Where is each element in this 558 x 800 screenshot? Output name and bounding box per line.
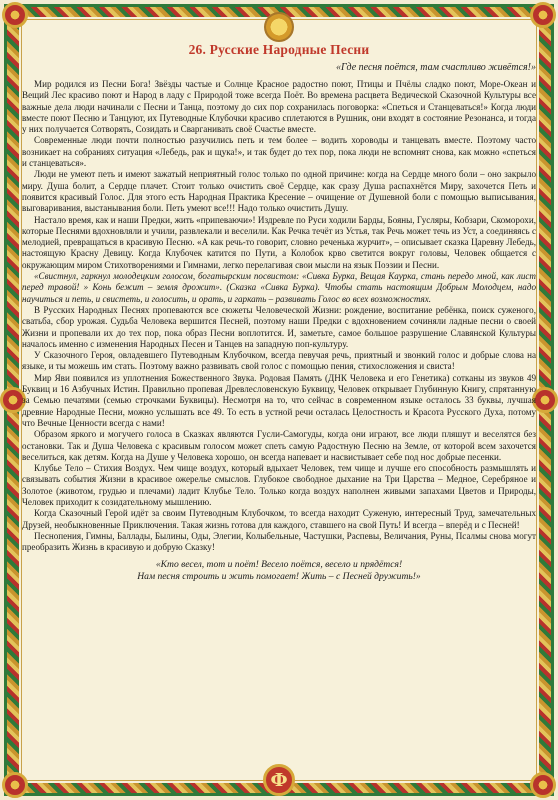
paragraph: Современные люди почти полностью разучились петь и тем более – водить хороводы и танцевать вместе. Поэтому часто возникает на собраниях ситуация «Лебедь, рак и щука!», и так будет до тех пор, пока люди не вспомнят снова, как можно «спеться и станцеваться». — [22, 135, 536, 169]
paragraph-quote: «Свистнул, гаркнул молодецким голосом, богатырским посвистом: «Сивка Бурка, Вещая Каурка, стань передо мной, как лист перед травой! » Конь бежит – земля дрожит». (Сказка «Сивка Бурка). Чтобы стать настоящим Добрым Молодцем, надо научиться и петь, и свистеть, и голосить, и орать, и гаркать – развивать Голос во всех возможностях. — [22, 271, 536, 304]
paragraph: Когда Сказочный Герой идёт за своим Путеводным Клубочком, то всегда находит Суженую, интересный Труд, замечательных Друзей, необыкновенные Приключения. Такая жизнь готова для каждого, ставшего на свой Путь! И всегда – вперёд и с Песней! — [22, 508, 536, 530]
closing-line: Нам песня строить и жить помогает! Жить – с Песней дружить!» — [137, 571, 421, 583]
page-content — [22, 42, 536, 762]
sun-face-icon — [264, 12, 294, 42]
paragraph: Мир родился из Песни Бога! Звёзды частые и Солнце Красное радостно поют, Птицы и Пчёлы сладко поют, Море-Океан и Вещий Лес красиво поют и Народ в ладу с Природой тоже всегда Поёт. Во времена расцвета Ведической Сказочной Культуры все важные дела люди начинали с Песни и Танца, поэтому до сих пор сохранилась поговорка: «Спеться и Станцеваться!» Когда люди вместе поют Песню и Танцуют, их Путеводные Клубочки красиво сплетаются в Рушник, они входят в состояние Резонанса, и тогда у них получается Сотворять, Созидать и Сварганивать своё Счастье вместе. — [22, 79, 536, 135]
epigraph: «Где песня поётся, там счастливо живётся!» — [336, 62, 536, 73]
corner-medallion-icon — [530, 772, 556, 798]
paragraph: У Сказочного Героя, овладевшего Путеводным Клубочком, всегда певучая речь, приятный и звонкий голос и добрые слова на языке, и ты можешь им стать. Поэтому важно развивать свой голос с помощью пения, стихосложения и свиста! — [22, 350, 536, 372]
phi-emblem-icon: Ф — [263, 764, 295, 796]
paragraph: В Русских Народных Песнях пропеваются все сюжеты Человеческой Жизни: рождение, воспитание ребёнка, поиск суженого, сватьба, сбор урожая. Судьба Человека вершится Песней, поэтому наши Предки с вдохновением сочиняли ладные песни о своей Жизни и пропевали их до тех пор, пока образ Песни воплотится. И, заметьте, самое большое разрушение Славянской Культуры началось именно с изменения Народных Песен и Танцев на западную поп-культуру. — [22, 304, 536, 349]
paragraph: Настало время, как и наши Предки, жить «припеваючи»! Издревле по Руси ходили Барды, Бояны, Гусляры, Кобзари, Скоморохи, которые Песнями вдохновляли и учили, развлекали и веселили. Как Речка течёт из Устья, так Речь может течь из Уст, а соединяясь с мелодией, превращаться в красивую Песню. «А как речь-то говорит, словно реченька журчит», – описывает сказка Царевну Лебедь, настоящую Красну Девицу. Когда Клубочек катится по Пути, а Колобок крво светится вокруг головы, Человек общается с окружающим миром Стихотворениями и Гимнами, легко перелагивая свои мысли на язык Поэзии и Песни. — [22, 214, 536, 270]
paragraph: Клубье Тело – Стихия Воздух. Чем чище воздух, который вдыхает Человек, тем чище и лучше его способность размышлять и связывать события Жизни в красивое ожерелье смыслов. Глубокое свободное дыхание на Три Царства – Медное, Серебряное и Золотое (животом, грудью и плечами) ладит Клубье Тело. Только когда воздух наполнен живыми запахами Цветов и Природы, Человек приходит к созидательному мышлению. — [22, 463, 536, 507]
paragraph: Песнопения, Гимны, Баллады, Былины, Оды, Элегии, Колыбельные, Частушки, Распевы, Величания, Руны, Псалмы снова могут преобразить Жизнь в красивую и добрую Сказку! — [22, 530, 536, 553]
corner-medallion-icon — [530, 2, 556, 28]
paragraph: Мир Яви появился из уплотнения Божественного Звука. Родовая Память (ДНК Человека и его Генетика) сотканы из звуков 49 Буквиц и 16 Азбучных Истин. Правильно пропевая Древлесловенскую Буквицу, Человек открывает Глубинную Книгу, спрятанную за Семью печатями (семью строчками Буквицы). Несмотря на то, что сейчас в современном языке осталось 33 буквы, лучшая древние Народные Песни, можно услышать все 49. То есть в устной речи осталась Целостность и Красота Русского Духа, потому что Вечные Ценности всегда с нами! — [22, 372, 536, 428]
corner-medallion-icon — [2, 2, 28, 28]
corner-medallion-icon — [2, 772, 28, 798]
paragraph: Люди не умеют петь и имеют зажатый неприятный голос только по одной причине: когда на Сердце много боли – оно закрыло миру. Душа болит, а Сердце плачет. Стоит только очистить своё Сердце, как сразу Душа распахнётся Миру, захочется Петь и появится красивый Голос. Для этого есть Народная Практика Кресение – очищение от Душевной боли с помощью выписывания, выговаривания, выстанывания боли. Петь умеют все!!! Надо только очистить Душу. — [22, 169, 536, 214]
page-title: 26. Русские Народные Песни — [188, 42, 370, 57]
closing-line: «Кто весел, тот и поёт! Весело поётся, весело и прядётся! — [155, 559, 403, 571]
paragraph: Образом яркого и могучего голоса в Сказках являются Гусли-Самогуды, когда они играют, все люди пляшут и веселятся без остановки. Так и Душа Человека с красивым голосом может спеть самую Радостную Песню на Земле, от которой всем захочется веселиться, как детям. Когда на Душе у Человека хорошо, он всегда напевает и насвистывает себе под нос добрые песенки. — [22, 429, 536, 462]
closing-quote — [22, 559, 536, 583]
